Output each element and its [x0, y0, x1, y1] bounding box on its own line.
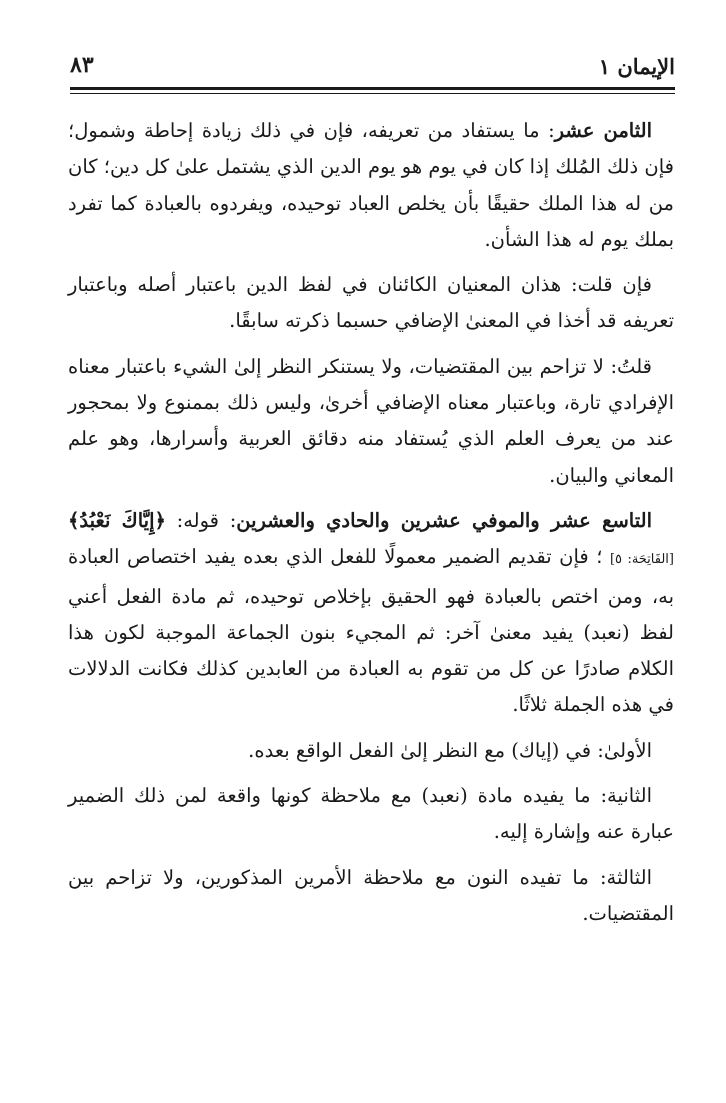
paragraph-nineteenth — [68, 503, 674, 724]
page-number: ٨٣ — [70, 52, 94, 78]
paragraph-text: : ما يستفاد من تعريفه، فإن في ذلك زيادة إحاطة وشمول؛ فإن ذلك المُلك إذا كان في يوم هو يوم الدين الذي يشتمل علىٰ كل دين؛ كان من له هذا الملك حقيقًا بأن يخلص العباد توحيده، ويفردوه بالعبادة كما تفرد بملك يوم له هذا الشأن. — [68, 119, 674, 251]
paragraph-third-indication — [68, 860, 674, 933]
quran-verse: ﴿إِيَّاكَ نَعْبُدُ﴾ — [68, 508, 166, 532]
page-body — [68, 113, 674, 941]
header-rule-thick — [70, 87, 675, 90]
paragraph-second-indication — [68, 778, 674, 851]
paragraph-first-indication — [68, 733, 674, 769]
running-title: الإيمان ١ — [598, 54, 675, 79]
paragraph-text: الثانية: ما يفيده مادة (نعبد) مع ملاحظة كونها واقعة لمن ذلك الضمير عبارة عنه وإشارة إليه. — [68, 784, 674, 844]
paragraph-text: الأولىٰ: في (إياك) مع النظر إلىٰ الفعل الواقع بعده. — [248, 738, 652, 762]
paragraph-objection — [68, 267, 674, 340]
paragraph-text: ؛ فإن تقديم الضمير معمولًا للفعل الذي بعده يفيد اختصاص العبادة به، ومن اختص بالعبادة فهو الحقيق بإخلاص توحيده، ثم مادة الفعل أعني لفظ (نعبد) يفيد معنىٰ آخر: ثم المجيء بنون الجماعة الموجبة لكون هذا الكلام صادرًا عن كل من تقوم به العبادة من العابدين كذلك فكانت الدلالات في هذه الجملة ثلاثًا. — [68, 545, 674, 717]
header-rule-thin — [70, 93, 675, 94]
paragraph-reply — [68, 349, 674, 494]
paragraph-text: الثالثة: ما تفيده النون مع ملاحظة الأمرين المذكورين، ولا تزاحم بين المقتضيات. — [68, 865, 674, 925]
paragraph-lead: الثامن عشر — [554, 119, 652, 142]
paragraph-lead: التاسع عشر والموفي عشرين والحادي والعشرين — [236, 508, 652, 532]
paragraph-eighteenth — [68, 113, 674, 258]
paragraph-text: فإن قلت: هذان المعنيان الكائنان في لفظ الدين باعتبار أصله وباعتبار تعريفه قد أخذا في المعنىٰ الإضافي حسبما ذكرته سابقًا. — [68, 273, 674, 333]
paragraph-text: قلتُ: لا تزاحم بين المقتضيات، ولا يستنكر النظر إلىٰ الشيء باعتبار معناه الإفرادي تارة، وباعتبار معناه الإضافي أخرىٰ، وليس ذلك بممنوع ولا بمحجور عند من يعرف العلم الذي يُستفاد منه دقائق العربية وأسرارها، وهو علم المعاني والبيان. — [68, 354, 674, 487]
page-header — [70, 50, 675, 90]
verse-reference: [الفَاتِحَة: ٥] — [609, 552, 674, 568]
paragraph-pre: : قوله: — [165, 508, 237, 532]
